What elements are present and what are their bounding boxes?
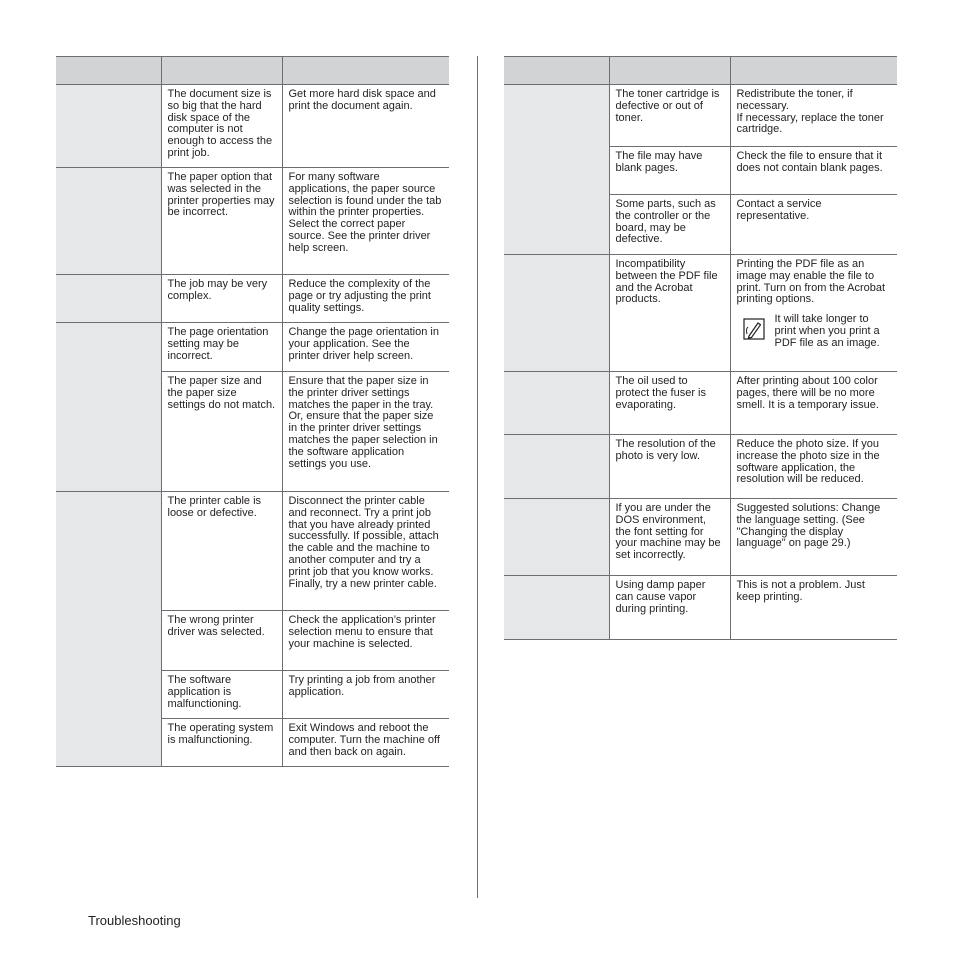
troubleshooting-table-left xyxy=(56,56,449,767)
note-text: It will take longer to print when you print a PDF file as an image. xyxy=(774,313,880,349)
solution-cell: Exit Windows and reboot the computer. Turn the machine off and then back on again. xyxy=(282,719,449,767)
header-solution xyxy=(282,57,449,85)
page-footer-section: Troubleshooting xyxy=(88,913,181,928)
table-header-row xyxy=(504,57,897,85)
solution-cell: Contact a service representative. xyxy=(730,195,897,255)
cause-cell: Some parts, such as the controller or the board, may be defective. xyxy=(609,195,730,255)
cause-cell: The operating system is malfunctioning. xyxy=(161,719,282,767)
condition-cell xyxy=(56,168,161,275)
condition-cell xyxy=(504,255,609,372)
table-row xyxy=(56,275,449,323)
solution-cell: Suggested solutions: Change the language setting. (See "Changing the display language" on page 29.) xyxy=(730,499,897,576)
cause-cell: If you are under the DOS environment, the font setting for your machine may be set incorrectly. xyxy=(609,499,730,576)
solution-line: If necessary, replace the toner cartridge. xyxy=(736,111,884,136)
header-condition xyxy=(504,57,609,85)
condition-cell xyxy=(56,85,161,168)
table-row xyxy=(56,492,449,611)
cause-cell: The printer cable is loose or defective. xyxy=(161,492,282,611)
solution-cell: Get more hard disk space and print the document again. xyxy=(282,85,449,168)
table-row xyxy=(504,499,897,576)
solution-cell: Try printing a job from another application. xyxy=(282,671,449,719)
cause-cell: The software application is malfunctioning. xyxy=(161,671,282,719)
table-row xyxy=(504,372,897,435)
cause-cell: The job may be very complex. xyxy=(161,275,282,323)
solution-cell: For many software applications, the paper source selection is found under the tab within the printer properties. Select the correct paper source. See the printer driver help screen. xyxy=(282,168,449,275)
header-cause xyxy=(609,57,730,85)
cause-cell: Using damp paper can cause vapor during printing. xyxy=(609,576,730,640)
solution-text: Printing the PDF file as an image may enable the file to print. Turn on from the Acrobat printing options. xyxy=(736,258,886,306)
table-row xyxy=(56,323,449,372)
condition-cell xyxy=(504,576,609,640)
cause-cell: The paper option that was selected in the printer properties may be incorrect. xyxy=(161,168,282,275)
solution-cell: Disconnect the printer cable and reconnect. Try a print job that you have already printed successfully. If possible, attach the cable and the machine to another computer and try a print job that you know works. Finally, try a new printer cable. xyxy=(282,492,449,611)
condition-cell xyxy=(504,499,609,576)
cause-cell: The wrong printer driver was selected. xyxy=(161,611,282,671)
condition-cell xyxy=(56,275,161,323)
solution-line: Or, ensure that the paper size in the printer driver settings matches the paper selection in the software application settings you use. xyxy=(288,410,438,470)
cause-cell: The toner cartridge is defective or out of toner. xyxy=(609,85,730,147)
solution-cell: Check the file to ensure that it does not contain blank pages. xyxy=(730,147,897,195)
solution-cell: This is not a problem. Just keep printing. xyxy=(730,576,897,640)
cause-cell: The document size is so big that the hard disk space of the computer is not enough to access the print job. xyxy=(161,85,282,168)
condition-cell xyxy=(504,85,609,255)
troubleshooting-table-right xyxy=(504,56,897,640)
header-solution xyxy=(730,57,897,85)
header-cause xyxy=(161,57,282,85)
solution-cell xyxy=(282,372,449,492)
solution-cell: After printing about 100 color pages, there will be no more smell. It is a temporary issue. xyxy=(730,372,897,435)
condition-cell xyxy=(56,492,161,767)
solution-cell: Change the page orientation in your application. See the printer driver help screen. xyxy=(282,323,449,372)
condition-cell xyxy=(504,372,609,435)
solution-cell xyxy=(730,85,897,147)
table-row xyxy=(56,85,449,168)
table-row xyxy=(56,168,449,275)
solution-line: Ensure that the paper size in the printer driver settings matches the paper in the tray. xyxy=(288,375,434,411)
header-condition xyxy=(56,57,161,85)
table-header-row xyxy=(56,57,449,85)
condition-cell xyxy=(56,323,161,492)
table-row xyxy=(504,576,897,640)
cause-cell: Incompatibility between the PDF file and the Acrobat products. xyxy=(609,255,730,372)
table-row xyxy=(504,85,897,147)
table-row xyxy=(504,255,897,372)
cause-cell: The resolution of the photo is very low. xyxy=(609,435,730,499)
cause-cell: The page orientation setting may be incorrect. xyxy=(161,323,282,372)
solution-cell: Reduce the complexity of the page or try adjusting the print quality settings. xyxy=(282,275,449,323)
cause-cell: The oil used to protect the fuser is evaporating. xyxy=(609,372,730,435)
table-row xyxy=(504,435,897,499)
cause-cell: The file may have blank pages. xyxy=(609,147,730,195)
solution-cell xyxy=(730,255,897,372)
cause-cell: The paper size and the paper size settings do not match. xyxy=(161,372,282,492)
solution-cell: Check the application’s printer selection menu to ensure that your machine is selected. xyxy=(282,611,449,671)
note-pencil-icon xyxy=(743,318,765,340)
solution-line: Redistribute the toner, if necessary. xyxy=(736,88,853,112)
condition-cell xyxy=(504,435,609,499)
note-box xyxy=(737,314,892,349)
column-divider xyxy=(477,56,478,898)
solution-cell: Reduce the photo size. If you increase the photo size in the software application, the resolution will be reduced. xyxy=(730,435,897,499)
